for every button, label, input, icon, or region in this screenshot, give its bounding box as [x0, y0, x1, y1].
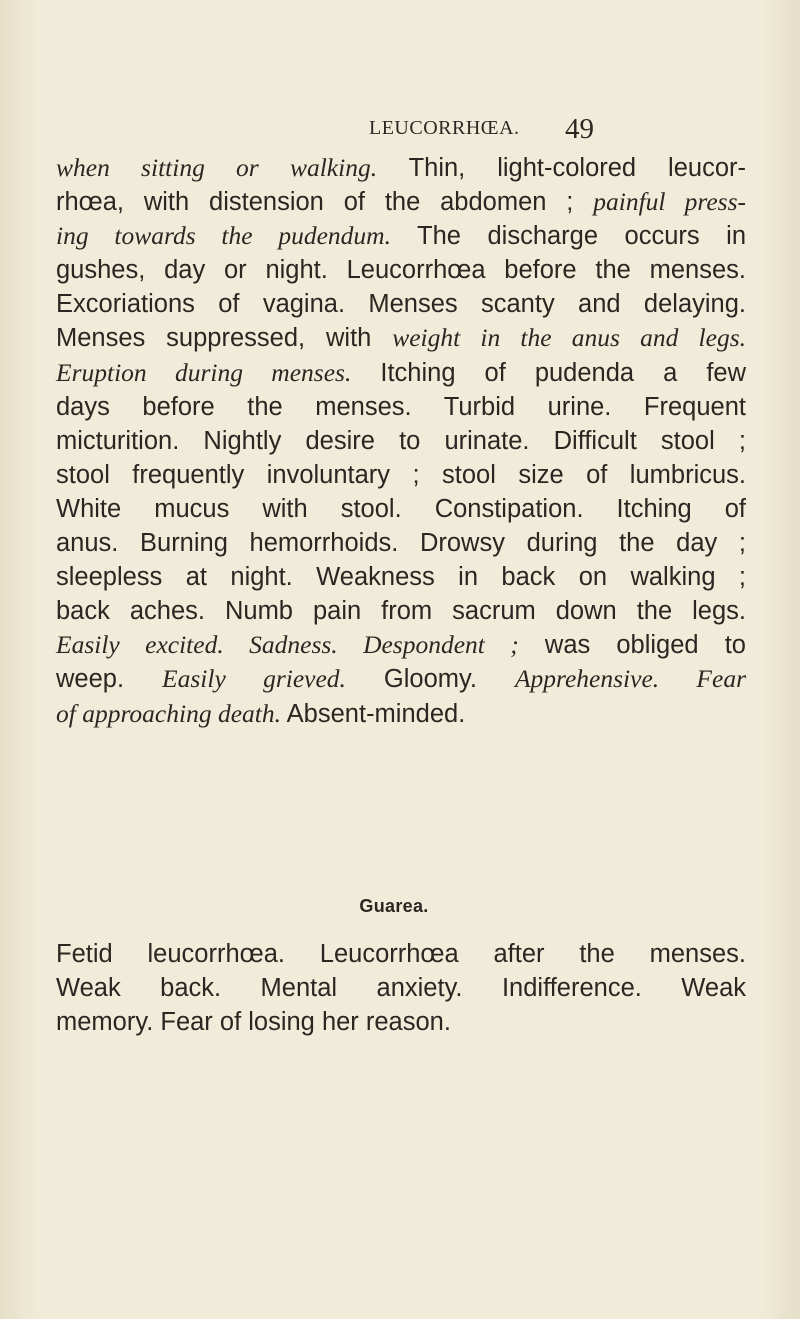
- text-line: [56, 185, 746, 219]
- italic-run: Eruption during menses.: [56, 357, 352, 387]
- italic-run: of approaching death.: [56, 698, 281, 728]
- text-run: gushes, day or night. Leucorrhœa before the menses.: [56, 256, 746, 285]
- text-run: Itching of pudenda a few: [351, 358, 746, 387]
- italic-run: when sitting or walking.: [56, 153, 378, 182]
- text-run: Thin, light-colored leucor-: [377, 154, 746, 182]
- text-line: [56, 287, 746, 321]
- text-line: [56, 594, 746, 628]
- text-line: [56, 1005, 746, 1039]
- text-run: Absent-minded.: [281, 699, 466, 728]
- text-line: [56, 253, 746, 287]
- text-run: weep.: [56, 665, 163, 694]
- italic-run: Easily excited. Sadness. Despondent ;: [56, 630, 519, 660]
- text-run: Menses suppressed, with: [56, 324, 393, 353]
- italic-run: Easily grieved.: [162, 664, 346, 694]
- text-line: [56, 492, 746, 526]
- text-line: [56, 628, 746, 662]
- text-run: The discharge occurs in: [390, 222, 747, 251]
- text-line: [56, 697, 746, 731]
- main-text: [56, 151, 746, 731]
- text-run: rhœa, with distension of the abdomen ;: [56, 188, 594, 217]
- text-line: [56, 356, 746, 390]
- text-run: days before the menses. Turbid urine. Frequent: [56, 392, 746, 421]
- text-run: micturition. Nightly desire to urinate. Difficult stool ;: [56, 426, 746, 455]
- text-line: [56, 219, 746, 253]
- text-line: [56, 390, 746, 424]
- section-heading: Guarea.: [359, 896, 429, 916]
- text-run: anus. Burning hemorrhoids. Drowsy during the day ;: [56, 529, 746, 558]
- italic-run: painful press-: [593, 187, 747, 217]
- text-line: [56, 151, 746, 185]
- text-run: Excoriations of vagina. Menses scanty and delaying.: [56, 290, 746, 319]
- text-line: [56, 321, 746, 355]
- italic-run: weight in the anus and legs.: [392, 323, 747, 353]
- text-line: [56, 424, 746, 458]
- text-run: White mucus with stool. Constipation. Itching of: [56, 494, 746, 523]
- text-run: sleepless at night. Weakness in back on walking ;: [56, 563, 746, 592]
- section-text: [56, 937, 746, 1039]
- running-title: LEUCORRHŒA.: [369, 117, 520, 139]
- text-line: [56, 458, 746, 492]
- text-run: Gloomy.: [345, 665, 515, 694]
- text-run: back aches. Numb pain from sacrum down the legs.: [56, 597, 746, 626]
- text-line: [56, 560, 746, 594]
- text-run: stool frequently involuntary ; stool size of lumbricus.: [56, 460, 746, 489]
- text-run: Fetid leucorrhœa. Leucorrhœa after the menses.: [56, 940, 746, 968]
- page-number: 49: [565, 113, 594, 145]
- text-line: [56, 662, 746, 696]
- italic-run: Apprehensive. Fear: [514, 664, 746, 694]
- text-run: Weak back. Mental anxiety. Indifference. Weak: [56, 974, 746, 1003]
- text-run: memory. Fear of losing her reason.: [56, 1008, 451, 1037]
- text-run: was obliged to: [518, 631, 746, 660]
- running-head: [0, 113, 800, 147]
- text-line: [56, 937, 746, 971]
- italic-run: ing towards the pudendum.: [56, 221, 391, 251]
- text-line: [56, 971, 746, 1005]
- text-line: [56, 526, 746, 560]
